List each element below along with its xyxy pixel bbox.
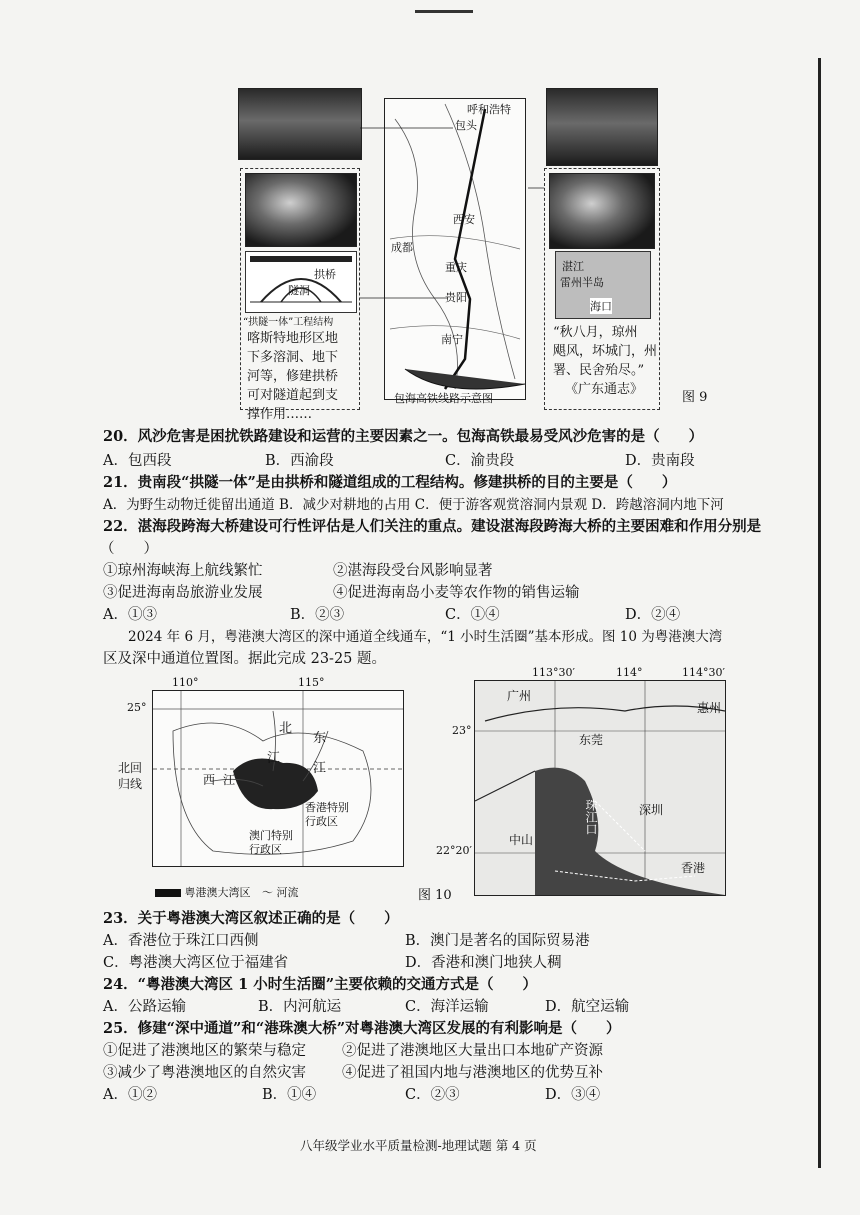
q22-statement-1: ①琼州海峡海上航线繁忙 xyxy=(103,563,263,579)
river-xi-jiang: 江 xyxy=(223,773,236,787)
q25-statement-2: ②促进了港澳地区大量出口本地矿产资源 xyxy=(342,1043,603,1059)
city-xian: 西安 xyxy=(453,213,475,226)
intro-line-2: 区及深中通道位置图。据此完成 23-25 题。 xyxy=(103,651,387,667)
q25-option-b[interactable]: B．①④ xyxy=(262,1087,317,1103)
karst-caption: 喀斯特地形区地 下多溶洞、地下 河等，修建拱桥 可对隧道起到支 撑作用…… xyxy=(247,331,339,422)
shenzhong-map xyxy=(474,680,726,896)
q22-stem: 22．湛海段跨海大桥建设可行性评估是人们关注的重点。建设湛海段跨海大桥的主要困难和作用分别是 xyxy=(103,518,762,535)
legend-river-symbol: 〜 xyxy=(262,886,273,899)
q23-option-d[interactable]: D．香港和澳门地狭人稠 xyxy=(405,955,562,971)
q23-option-a[interactable]: A．香港位于珠江口西侧 xyxy=(103,933,259,949)
arch-part-bridge: 拱桥 xyxy=(314,268,336,281)
city-guiyang: 贵阳 xyxy=(445,291,467,304)
q24-option-a[interactable]: A．公路运输 xyxy=(103,999,186,1015)
q23-option-c[interactable]: C．粤港澳大湾区位于福建省 xyxy=(103,955,289,971)
city-shenzhen: 深圳 xyxy=(639,803,664,817)
q25-stem: 25．修建“深中通道”和“港珠澳大桥”对粤港澳大湾区发展的有利影响是（ ） xyxy=(103,1020,621,1037)
macau-sar-label: 澳门特别 行政区 xyxy=(249,829,293,856)
q22-option-d[interactable]: D．②④ xyxy=(625,607,681,623)
q24-option-b[interactable]: B．内河航运 xyxy=(258,999,342,1015)
figure-10-legend xyxy=(155,884,299,900)
q25-option-a[interactable]: A．①② xyxy=(103,1087,157,1103)
river-dong: 东 xyxy=(313,731,327,746)
top-mark xyxy=(415,10,473,13)
q22-option-b[interactable]: B．②③ xyxy=(290,607,345,623)
lat-23: 23° xyxy=(452,724,472,737)
q25-statement-1: ①促进了港澳地区的繁荣与稳定 xyxy=(103,1043,306,1059)
q21-options[interactable]: A．为野生动物迁徙留出通道 B．减少对耕地的占用 C．便于游客观赏溶洞内景观 D．跨越溶洞内地下河 xyxy=(103,497,724,513)
pearl-river-estuary: 珠江口 xyxy=(584,799,598,835)
q20-option-c[interactable]: C．渝贵段 xyxy=(445,453,515,469)
legend-river-label: 河流 xyxy=(276,886,299,899)
river-xi: 西 xyxy=(203,773,216,787)
figure-10-left xyxy=(110,676,410,906)
figure-10-right xyxy=(436,666,728,906)
binding-line xyxy=(818,58,821,1168)
city-hohhot: 呼和浩特 xyxy=(467,103,511,116)
city-nanning: 南宁 xyxy=(441,333,463,346)
q23-option-b[interactable]: B．澳门是著名的国际贸易港 xyxy=(405,933,590,949)
hk-sar-label: 香港特别 行政区 xyxy=(305,801,349,828)
q20-option-b[interactable]: B．西渝段 xyxy=(265,453,334,469)
q23-stem: 23．关于粤港澳大湾区叙述正确的是（ ） xyxy=(103,910,399,927)
q24-stem: 24．“粤港澳大湾区 1 小时生活圈”主要依赖的交通方式是（ ） xyxy=(103,976,538,993)
figure-9-label: 图 9 xyxy=(682,390,708,405)
q24-option-d[interactable]: D．航空运输 xyxy=(545,999,630,1015)
railway-map-title: 包海高铁线路示意图 xyxy=(394,392,493,405)
q22-statement-3: ③促进海南岛旅游业发展 xyxy=(103,585,263,601)
figure-10-label: 图 10 xyxy=(418,888,452,903)
lat-22-20: 22°20′ xyxy=(436,844,472,857)
lon-115: 115° xyxy=(298,676,325,689)
legend-region-swatch xyxy=(155,889,181,897)
legend-region-label: 粤港澳大湾区 xyxy=(184,886,251,899)
q20-stem: 20．风沙危害是困扰铁路建设和运营的主要因素之一。包海高铁最易受风沙危害的是（ ） xyxy=(103,428,704,445)
lat-25: 25° xyxy=(127,701,147,714)
lon-113-30: 113°30′ xyxy=(532,666,575,679)
q20-option-a[interactable]: A．包西段 xyxy=(103,453,172,469)
river-bei: 北 xyxy=(279,721,293,736)
figure-9 xyxy=(238,88,718,422)
q21-stem: 21．贵南段“拱隧一体”是由拱桥和隧道组成的工程结构。修建拱桥的目的主要是（ ） xyxy=(103,474,677,491)
lon-110: 110° xyxy=(172,676,199,689)
label-leizhou: 雷州半岛 xyxy=(560,276,604,289)
q22-statement-2: ②湛海段受台风影响显著 xyxy=(333,563,493,579)
bridge-render-photo xyxy=(549,173,655,249)
lon-114-30: 114°30′ xyxy=(682,666,725,679)
city-hongkong: 香港 xyxy=(681,861,706,875)
arch-structure-label: “拱隧一体”工程结构 xyxy=(243,317,334,328)
q22-paren: （ ） xyxy=(100,541,158,557)
city-baotou: 包头 xyxy=(455,119,477,132)
q22-option-c[interactable]: C．①④ xyxy=(445,607,500,623)
typhoon-info-box xyxy=(544,168,660,410)
tropic-label: 北回 归线 xyxy=(118,761,143,791)
city-zhongshan: 中山 xyxy=(509,833,534,847)
typhoon-caption: “秋八月，琼州 飓风，坏城门，州 署、民舍殆尽。” 《广东通志》 xyxy=(553,325,658,397)
city-chongqing: 重庆 xyxy=(445,261,467,274)
label-haikou: 海口 xyxy=(590,300,612,313)
q25-statement-3: ③减少了粤港澳地区的自然灾害 xyxy=(103,1065,306,1081)
q24-option-c[interactable]: C．海洋运输 xyxy=(405,999,489,1015)
q22-option-a[interactable]: A．①③ xyxy=(103,607,157,623)
city-chengdu: 成都 xyxy=(391,241,413,254)
label-zhanjiang: 湛江 xyxy=(562,260,584,273)
sea-bridge-photo xyxy=(546,88,658,166)
q22-statement-4: ④促进海南岛小麦等农作物的销售运输 xyxy=(333,585,580,601)
river-dong-jiang: 江 xyxy=(313,761,327,776)
city-guangzhou: 广州 xyxy=(507,689,532,703)
q20-option-d[interactable]: D．贵南段 xyxy=(625,453,695,469)
city-dongguan: 东莞 xyxy=(579,733,604,747)
q25-option-d[interactable]: D．③④ xyxy=(545,1087,601,1103)
lon-114: 114° xyxy=(616,666,643,679)
city-huizhou: 惠州 xyxy=(697,701,722,715)
q25-option-c[interactable]: C．②③ xyxy=(405,1087,460,1103)
strait-inset-map xyxy=(555,251,651,319)
page-footer: 八年级学业水平质量检测-地理试题 第 4 页 xyxy=(300,1138,537,1153)
river-bei-jiang: 江 xyxy=(267,751,281,766)
intro-line-1: 2024 年 6 月，粤港澳大湾区的深中通道全线通车，“1 小时生活圈”基本形成。图 10 为粤港澳大湾 xyxy=(128,629,723,645)
q25-statement-4: ④促进了祖国内地与港澳地区的优势互补 xyxy=(342,1065,603,1081)
arch-part-tunnel: 隧洞 xyxy=(288,284,310,297)
